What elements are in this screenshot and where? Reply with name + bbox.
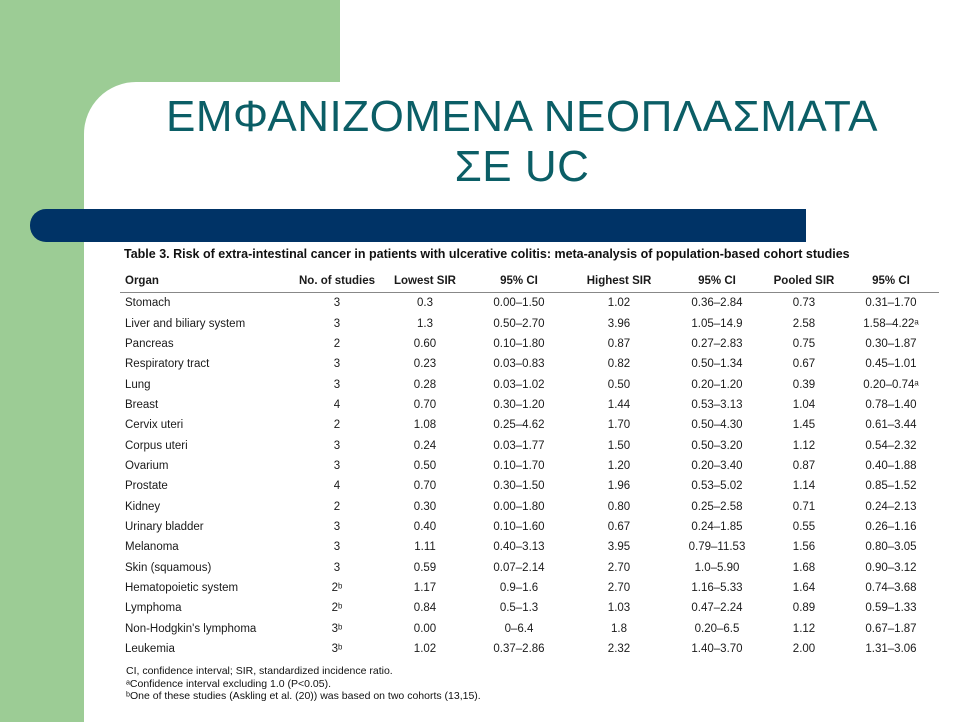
cancer-risk-table bbox=[120, 270, 939, 659]
pooled-sir-cell: 1.45 bbox=[792, 419, 816, 432]
table-caption: Table 3. Risk of extra-intestinal cancer in patients with ulcerative colitis: meta-analysis of population-based cohort studies bbox=[124, 247, 850, 261]
pooled-ci-cell: 0.80–3.05 bbox=[865, 541, 917, 554]
pooled-sir-cell: 1.12 bbox=[792, 622, 816, 635]
studies-cell: 4 bbox=[333, 480, 341, 493]
studies-cell: 3 bbox=[333, 459, 341, 472]
organ-cell: Corpus uteri bbox=[125, 439, 188, 452]
pooled-sir-cell: 0.67 bbox=[792, 358, 816, 371]
table-row bbox=[120, 517, 939, 537]
pooled-ci-cell: 1.58–4.22ᵃ bbox=[863, 317, 919, 330]
col-header-ci-highest: 95% CI bbox=[669, 270, 765, 293]
highest-sir-cell: 2.70 bbox=[607, 581, 631, 594]
studies-cell: 4 bbox=[333, 398, 341, 411]
highest-ci-cell: 0.50–1.34 bbox=[691, 358, 743, 371]
organ-cell: Breast bbox=[125, 398, 159, 411]
pooled-sir-cell: 1.04 bbox=[792, 398, 816, 411]
pooled-sir-cell: 0.89 bbox=[792, 602, 816, 615]
lowest-ci-cell: 0.25–4.62 bbox=[493, 419, 545, 432]
table-header-row bbox=[120, 270, 939, 293]
organ-cell: Liver and biliary system bbox=[125, 317, 246, 330]
lowest-ci-cell: 0.00–1.50 bbox=[493, 297, 545, 310]
pooled-sir-cell: 1.12 bbox=[792, 439, 816, 452]
highest-sir-cell: 1.44 bbox=[607, 398, 631, 411]
lowest-ci-cell: 0.37–2.86 bbox=[493, 643, 545, 656]
pooled-ci-cell: 0.90–3.12 bbox=[865, 561, 917, 574]
pooled-ci-cell: 0.24–2.13 bbox=[865, 500, 917, 513]
organ-cell: Urinary bladder bbox=[125, 520, 204, 533]
organ-cell: Prostate bbox=[125, 480, 168, 493]
highest-ci-cell: 0.50–4.30 bbox=[691, 419, 743, 432]
table-row bbox=[120, 537, 939, 557]
lowest-sir-cell: 0.24 bbox=[413, 439, 437, 452]
pooled-ci-cell: 0.40–1.88 bbox=[865, 459, 917, 472]
table-body bbox=[120, 293, 939, 660]
table-row bbox=[120, 435, 939, 455]
pooled-sir-cell: 1.14 bbox=[792, 480, 816, 493]
lowest-sir-cell: 0.28 bbox=[413, 378, 437, 391]
table-row bbox=[120, 456, 939, 476]
organ-cell: Cervix uteri bbox=[125, 419, 184, 432]
pooled-ci-cell: 0.85–1.52 bbox=[865, 480, 917, 493]
table-row bbox=[120, 557, 939, 577]
organ-cell: Ovarium bbox=[125, 459, 169, 472]
highest-sir-cell: 1.50 bbox=[607, 439, 631, 452]
lowest-ci-cell: 0.10–1.70 bbox=[493, 459, 545, 472]
lowest-ci-cell: 0.03–1.02 bbox=[493, 378, 545, 391]
organ-cell: Leukemia bbox=[125, 643, 175, 656]
table-row bbox=[120, 639, 939, 659]
highest-ci-cell: 0.20–6.5 bbox=[694, 622, 740, 635]
col-header-studies: No. of studies bbox=[293, 270, 381, 293]
title-divider-bar bbox=[30, 209, 806, 242]
studies-cell: 3 bbox=[333, 317, 341, 330]
highest-ci-cell: 0.53–3.13 bbox=[691, 398, 743, 411]
lowest-ci-cell: 0.03–0.83 bbox=[493, 358, 545, 371]
lowest-sir-cell: 1.11 bbox=[414, 541, 436, 554]
lowest-ci-cell: 0–6.4 bbox=[504, 622, 534, 635]
lowest-sir-cell: 0.50 bbox=[413, 459, 437, 472]
pooled-ci-cell: 0.61–3.44 bbox=[865, 419, 917, 432]
studies-cell: 3 bbox=[333, 439, 341, 452]
table-row bbox=[120, 313, 939, 333]
highest-ci-cell: 1.16–5.33 bbox=[691, 581, 743, 594]
highest-sir-cell: 1.8 bbox=[611, 622, 627, 635]
studies-cell: 3 bbox=[333, 358, 341, 371]
slide-title bbox=[84, 92, 960, 192]
highest-sir-cell: 2.70 bbox=[607, 561, 631, 574]
organ-cell: Pancreas bbox=[125, 337, 174, 350]
organ-cell: Hematopoietic system bbox=[125, 581, 239, 594]
highest-ci-cell: 0.36–2.84 bbox=[691, 297, 743, 310]
footnote: ᵇOne of these studies (Askling et al. (20)) was based on two cohorts (13,15). bbox=[126, 690, 481, 702]
lowest-sir-cell: 1.17 bbox=[413, 581, 437, 594]
lowest-sir-cell: 0.40 bbox=[413, 520, 437, 533]
highest-sir-cell: 0.82 bbox=[607, 358, 631, 371]
pooled-ci-cell: 0.30–1.87 bbox=[865, 337, 917, 350]
pooled-sir-cell: 1.56 bbox=[792, 541, 816, 554]
title-line-2: ΣΕ UC bbox=[454, 142, 590, 191]
pooled-sir-cell: 1.64 bbox=[792, 581, 816, 594]
col-header-ci-pooled: 95% CI bbox=[843, 270, 939, 293]
highest-sir-cell: 1.02 bbox=[607, 297, 631, 310]
title-line-1: ΕΜΦΑΝΙΖΟΜΕΝΑ ΝΕΟΠΛΑΣΜΑΤΑ bbox=[166, 92, 878, 141]
footnote: CI, confidence interval; SIR, standardized incidence ratio. bbox=[126, 665, 393, 677]
col-header-highest-sir: Highest SIR bbox=[569, 270, 669, 293]
highest-ci-cell: 0.20–1.20 bbox=[691, 378, 743, 391]
pooled-ci-cell: 0.26–1.16 bbox=[865, 520, 917, 533]
lowest-sir-cell: 0.70 bbox=[413, 398, 437, 411]
table-row bbox=[120, 598, 939, 618]
highest-sir-cell: 0.87 bbox=[607, 337, 631, 350]
studies-cell: 3 bbox=[333, 297, 341, 310]
lowest-ci-cell: 0.30–1.20 bbox=[493, 398, 545, 411]
organ-cell: Lung bbox=[125, 378, 151, 391]
footnote: ᵃConfidence interval excluding 1.0 (P<0.05). bbox=[126, 677, 331, 690]
highest-sir-cell: 1.70 bbox=[607, 419, 631, 432]
lowest-sir-cell: 0.23 bbox=[413, 358, 437, 371]
studies-cell: 3ᵇ bbox=[331, 643, 343, 656]
highest-ci-cell: 0.53–5.02 bbox=[691, 480, 743, 493]
col-header-pooled-sir: Pooled SIR bbox=[765, 270, 843, 293]
pooled-sir-cell: 0.55 bbox=[792, 520, 816, 533]
col-header-lowest-sir: Lowest SIR bbox=[381, 270, 469, 293]
highest-sir-cell: 2.32 bbox=[607, 643, 631, 656]
highest-sir-cell: 0.80 bbox=[607, 500, 631, 513]
lowest-sir-cell: 1.08 bbox=[413, 419, 437, 432]
lowest-ci-cell: 0.30–1.50 bbox=[493, 480, 545, 493]
pooled-ci-cell: 0.67–1.87 bbox=[865, 622, 917, 635]
table-row bbox=[120, 395, 939, 415]
lowest-sir-cell: 0.59 bbox=[413, 561, 437, 574]
lowest-ci-cell: 0.00–1.80 bbox=[493, 500, 545, 513]
highest-ci-cell: 1.0–5.90 bbox=[694, 561, 740, 574]
table-footnotes bbox=[126, 665, 481, 703]
pooled-ci-cell: 0.31–1.70 bbox=[865, 297, 917, 310]
organ-cell: Lymphoma bbox=[125, 602, 182, 615]
lowest-sir-cell: 0.30 bbox=[413, 500, 437, 513]
pooled-sir-cell: 0.39 bbox=[792, 378, 816, 391]
pooled-sir-cell: 0.73 bbox=[792, 297, 816, 310]
pooled-ci-cell: 0.78–1.40 bbox=[865, 398, 917, 411]
lowest-sir-cell: 1.3 bbox=[417, 317, 433, 330]
studies-cell: 3 bbox=[333, 561, 341, 574]
highest-ci-cell: 0.24–1.85 bbox=[691, 520, 743, 533]
pooled-ci-cell: 1.31–3.06 bbox=[865, 643, 917, 656]
highest-sir-cell: 3.95 bbox=[607, 541, 631, 554]
table-row bbox=[120, 334, 939, 354]
highest-sir-cell: 1.96 bbox=[607, 480, 631, 493]
pooled-ci-cell: 0.54–2.32 bbox=[865, 439, 917, 452]
highest-ci-cell: 0.79–11.53 bbox=[688, 541, 746, 554]
pooled-sir-cell: 0.75 bbox=[792, 337, 816, 350]
lowest-ci-cell: 0.07–2.14 bbox=[493, 561, 545, 574]
lowest-ci-cell: 0.03–1.77 bbox=[493, 439, 545, 452]
lowest-ci-cell: 0.50–2.70 bbox=[493, 317, 545, 330]
lowest-ci-cell: 0.40–3.13 bbox=[493, 541, 545, 554]
lowest-sir-cell: 0.60 bbox=[413, 337, 437, 350]
pooled-sir-cell: 0.71 bbox=[792, 500, 816, 513]
studies-cell: 3ᵇ bbox=[331, 622, 343, 635]
lowest-ci-cell: 0.5–1.3 bbox=[499, 602, 539, 615]
studies-cell: 2 bbox=[333, 337, 341, 350]
col-header-ci-lowest: 95% CI bbox=[469, 270, 569, 293]
lowest-sir-cell: 0.3 bbox=[417, 297, 433, 310]
highest-sir-cell: 1.03 bbox=[607, 602, 631, 615]
table-row bbox=[120, 354, 939, 374]
table-row bbox=[120, 415, 939, 435]
organ-cell: Stomach bbox=[125, 297, 171, 310]
pooled-sir-cell: 2.58 bbox=[792, 317, 816, 330]
lowest-ci-cell: 0.9–1.6 bbox=[499, 581, 539, 594]
table-row bbox=[120, 619, 939, 639]
highest-sir-cell: 0.50 bbox=[607, 378, 631, 391]
studies-cell: 2ᵇ bbox=[331, 581, 343, 594]
highest-ci-cell: 1.05–14.9 bbox=[691, 317, 743, 330]
lowest-sir-cell: 1.02 bbox=[413, 643, 437, 656]
highest-ci-cell: 0.20–3.40 bbox=[691, 459, 743, 472]
highest-ci-cell: 0.50–3.20 bbox=[691, 439, 743, 452]
organ-cell: Non-Hodgkin's lymphoma bbox=[125, 622, 257, 635]
organ-cell: Melanoma bbox=[125, 541, 179, 554]
table-row bbox=[120, 578, 939, 598]
highest-ci-cell: 1.40–3.70 bbox=[691, 643, 743, 656]
studies-cell: 3 bbox=[333, 520, 341, 533]
highest-ci-cell: 0.27–2.83 bbox=[691, 337, 743, 350]
lowest-ci-cell: 0.10–1.80 bbox=[493, 337, 545, 350]
pooled-sir-cell: 0.87 bbox=[792, 459, 816, 472]
pooled-sir-cell: 2.00 bbox=[792, 643, 816, 656]
lowest-sir-cell: 0.00 bbox=[413, 622, 437, 635]
table-row bbox=[120, 496, 939, 516]
lowest-ci-cell: 0.10–1.60 bbox=[493, 520, 545, 533]
col-header-organ: Organ bbox=[120, 270, 293, 293]
table-row bbox=[120, 476, 939, 496]
organ-cell: Respiratory tract bbox=[125, 358, 210, 371]
highest-ci-cell: 0.47–2.24 bbox=[691, 602, 743, 615]
highest-sir-cell: 0.67 bbox=[607, 520, 631, 533]
studies-cell: 2 bbox=[333, 500, 341, 513]
organ-cell: Kidney bbox=[125, 500, 161, 513]
lowest-sir-cell: 0.84 bbox=[413, 602, 437, 615]
highest-sir-cell: 1.20 bbox=[607, 459, 631, 472]
highest-sir-cell: 3.96 bbox=[607, 317, 631, 330]
pooled-ci-cell: 0.45–1.01 bbox=[865, 358, 917, 371]
studies-cell: 2 bbox=[333, 419, 341, 432]
pooled-ci-cell: 0.74–3.68 bbox=[865, 581, 917, 594]
studies-cell: 2ᵇ bbox=[331, 602, 343, 615]
studies-cell: 3 bbox=[333, 541, 341, 554]
pooled-sir-cell: 1.68 bbox=[792, 561, 816, 574]
pooled-ci-cell: 0.59–1.33 bbox=[865, 602, 917, 615]
highest-ci-cell: 0.25–2.58 bbox=[691, 500, 743, 513]
table-row bbox=[120, 293, 939, 314]
studies-cell: 3 bbox=[333, 378, 341, 391]
lowest-sir-cell: 0.70 bbox=[413, 480, 437, 493]
table-row bbox=[120, 374, 939, 394]
organ-cell: Skin (squamous) bbox=[125, 561, 212, 574]
pooled-ci-cell: 0.20–0.74ᵃ bbox=[863, 378, 919, 391]
